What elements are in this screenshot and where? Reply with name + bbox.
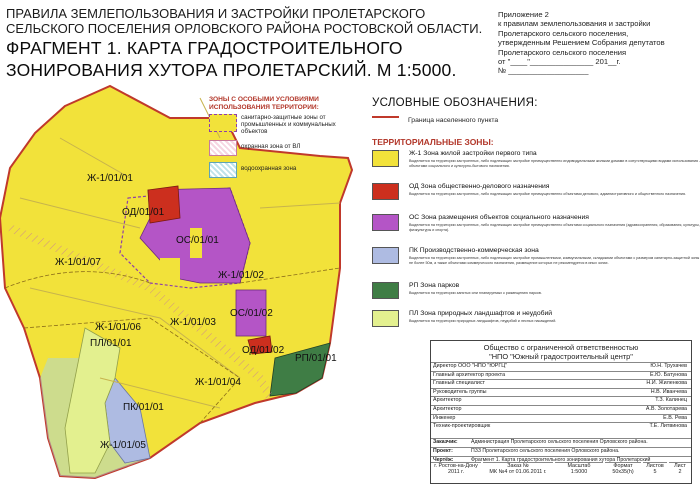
- legend-desc: Выделяется на территории застроенных, либо подлежащих застройке преимущественно индивидуальными жилыми домами в сопутствующими видами использования - объектами социального и культурно-бытового назначения.: [409, 159, 700, 168]
- map-label: Ж-1/01/06: [95, 322, 141, 333]
- sheet-cell: [669, 462, 691, 475]
- map-label: ПК/01/01: [123, 402, 164, 413]
- water-zone-swatch: [209, 162, 237, 178]
- appendix-line: утвержденным Решением Собрания депутатов: [498, 38, 665, 48]
- appendix-note: [498, 10, 698, 76]
- sheet-value: 2: [678, 469, 682, 475]
- staff-row: [431, 379, 691, 388]
- city-cell: [431, 462, 481, 475]
- legend-swatch: [372, 183, 399, 200]
- year: 2011 г.: [448, 469, 464, 475]
- special-zone-label: водоохранная зона: [241, 165, 297, 172]
- appendix-line: Приложение 2: [498, 10, 549, 19]
- staff-role: Архитектор: [433, 397, 462, 404]
- map-title: [6, 6, 483, 80]
- special-zones-title-1: ЗОНЫ С ОСОБЫМИ УСЛОВИЯМИ: [209, 96, 319, 103]
- map-label: ОД/01/01: [122, 207, 165, 218]
- organization-line-2: "НПО "Южный градостроительный центр": [489, 352, 633, 361]
- legend-desc: Выделяется на территории застроенных, либо подлежащих застройке преимущественно объектами социального назначения (здравоохранения, образования, культуры, физкультуры и спорта).: [409, 223, 700, 232]
- project-row: [431, 447, 691, 456]
- organization-line-1: Общество с ограниченной ответственностью: [483, 343, 639, 352]
- legend-name: ОД Зона общественно-делового назначения: [409, 183, 550, 190]
- staff-row: [431, 422, 691, 431]
- map-label: ПЛ/01/01: [90, 338, 132, 349]
- map-label: Ж-1/01/02: [218, 270, 264, 281]
- staff-row: [431, 371, 691, 380]
- special-zone-label: охранная зона от ВЛ: [241, 143, 301, 150]
- legend-desc: Выделяется на территории занятых или планируемых к размещению парков.: [409, 291, 542, 295]
- legend-name: РП Зона парков: [409, 282, 460, 289]
- staff-role: Главный специалист: [433, 380, 486, 387]
- staff-name: А.В. Золотарева: [645, 405, 687, 412]
- appendix-line: от "____"_______________ 201__г.: [498, 57, 621, 67]
- legend-swatch: [372, 310, 399, 327]
- staff-name: Е.Ю. Батунова: [650, 371, 687, 378]
- scale-cell: [555, 462, 603, 475]
- project-info: [431, 438, 691, 465]
- staff-role: Главный архитектор проекта: [433, 371, 506, 378]
- legend-desc: Выделяется на территории застроенных, либо подлежащих застройке промышленными, коммунальными, складскими объектами с размером санитарно-защитной зоны не более 50м, а также объектами коммерческого назначения, размещение которых не рекомендуется в иных зонах.: [409, 256, 700, 265]
- title-line-2: СЕЛЬСКОГО ПОСЕЛЕНИЯ ОРЛОВСКОГО РАЙОНА РОСТОВСКОЙ ОБЛАСТИ.: [6, 21, 483, 36]
- staff-role: Директор ООО "НПО "ЮРГЦ": [433, 363, 508, 369]
- staff-row: [431, 396, 691, 405]
- staff-list: [431, 362, 691, 431]
- legend-swatch: [372, 214, 399, 231]
- legend-name: ОС Зона размещения объектов социального назначения: [409, 214, 589, 221]
- staff-name: Н.И. Жиленкова: [646, 380, 687, 387]
- map-label: Ж-1/01/01: [87, 173, 133, 184]
- map-label: Ж-1/01/05: [100, 440, 146, 451]
- legend-swatch: [372, 247, 399, 264]
- customer-row: [431, 438, 691, 447]
- staff-row: [431, 414, 691, 423]
- map-label: ОД/01/02: [242, 345, 285, 356]
- appendix-line: Пролетарского сельского поселения,: [498, 28, 629, 38]
- order-header: Заказ №: [507, 463, 529, 469]
- title-line-4: ЗОНИРОВАНИЯ ХУТОРА ПРОЛЕТАРСКИЙ. М 1:5000.: [6, 60, 457, 80]
- sheets-value: 5: [653, 469, 657, 475]
- appendix-line: Пролетарского сельского поселения: [498, 47, 627, 57]
- legend-name: ПК Производственно-коммерческая зона: [409, 247, 539, 254]
- customer-value: Администрация Пролетарского сельского поселения Орловского района.: [471, 439, 648, 445]
- staff-role: Техник-проектировщик: [433, 423, 491, 430]
- title-line-3: ФРАГМЕНТ 1. КАРТА ГРАДОСТРОИТЕЛЬНОГО: [6, 38, 403, 58]
- project-value: ПЗЗ Пролетарского сельского поселения Орловского района.: [471, 448, 620, 454]
- organization-name: [430, 343, 692, 361]
- format-cell: [605, 462, 641, 475]
- staff-name: Н.В. Иванчева: [650, 388, 687, 395]
- sanitary-zone-swatch: [209, 114, 237, 132]
- project-key: Проект:: [433, 448, 453, 454]
- legend-swatch: [372, 150, 399, 167]
- special-zones-panel: [205, 94, 370, 186]
- staff-row: [431, 388, 691, 397]
- special-zones-title-2: ИСПОЛЬЗОВАНИЯ ТЕРРИТОРИИ:: [209, 103, 319, 111]
- format-header: Формат: [613, 463, 633, 469]
- staff-row: [431, 362, 691, 371]
- staff-row: [431, 405, 691, 414]
- staff-role: Руководитель группы: [433, 388, 487, 395]
- legend-title: УСЛОВНЫЕ ОБОЗНАЧЕНИЯ:: [372, 97, 538, 109]
- sheets-header: Листов: [646, 463, 664, 469]
- staff-name: Ю.Н. Трухачев: [650, 363, 687, 369]
- map-label: ОС/01/01: [176, 235, 219, 246]
- zone-residential-inset: [160, 258, 180, 280]
- title-line-1: ПРАВИЛА ЗЕМЛЕПОЛЬЗОВАНИЯ И ЗАСТРОЙКИ ПРОЛЕТАРСКОГО: [6, 6, 426, 21]
- map-label: РП/01/01: [295, 353, 337, 364]
- legend-swatch: [372, 282, 399, 299]
- order-value: МК №4 от 01.06.2011 г.: [489, 469, 547, 475]
- scale-header: Масштаб: [567, 463, 591, 469]
- sheets-cell: [643, 462, 667, 475]
- settlement-boundary-label: Граница населенного пункта: [408, 117, 499, 124]
- special-zones-title: [209, 96, 319, 111]
- sheet-header: Лист: [674, 463, 686, 469]
- legend-name: Ж-1 Зона жилой застройки первого типа: [409, 150, 537, 157]
- staff-name: Т.Е. Литвинова: [649, 423, 687, 430]
- map-label: Ж-1/01/07: [55, 257, 101, 268]
- map-label: Ж-1/01/04: [195, 377, 241, 388]
- drawing-key: Чертёж:: [433, 457, 454, 463]
- staff-name: Т.З. Калинец: [655, 397, 687, 404]
- appendix-line: № ___________________: [498, 66, 589, 76]
- map-label: Ж-1/01/03: [170, 317, 216, 328]
- staff-role: Архитектор: [433, 405, 462, 412]
- legend-desc: Выделяется на территории природных ландшафтов, неудобий и лесных насаждений.: [409, 319, 557, 323]
- order-cell: [483, 462, 553, 475]
- scale-value: 1:5000: [570, 469, 588, 475]
- appendix-line: к правилам землепользования и застройки: [498, 19, 651, 29]
- format-value: 50х35(h): [612, 469, 634, 475]
- settlement-boundary-line: [372, 116, 399, 118]
- staff-role: Инженер: [433, 414, 456, 421]
- legend-name: ПЛ Зона природных ландшафтов и неудобий: [409, 310, 553, 317]
- drawing-value: Фрагмент 1. Карта градостроительного зонирования хутора Пролетарский: [471, 457, 651, 463]
- territorial-zones-title: ТЕРРИТОРИАЛЬНЫЕ ЗОНЫ:: [372, 137, 494, 147]
- special-zone-label: санитарно-защитные зоны от промышленных и коммунальных объектов: [241, 114, 336, 136]
- power-line-zone-swatch: [209, 140, 237, 156]
- staff-name: Е.В. Рева: [663, 414, 687, 421]
- customer-key: Заказчик:: [433, 439, 458, 445]
- legend-desc: Выделяется на территории застроенных, либо подлежащих застройке преимущественно объектами делового, административного и общественного назначения.: [409, 192, 686, 196]
- map-label: ОС/01/02: [230, 308, 273, 319]
- city: г. Ростов-на-Дону: [434, 463, 478, 469]
